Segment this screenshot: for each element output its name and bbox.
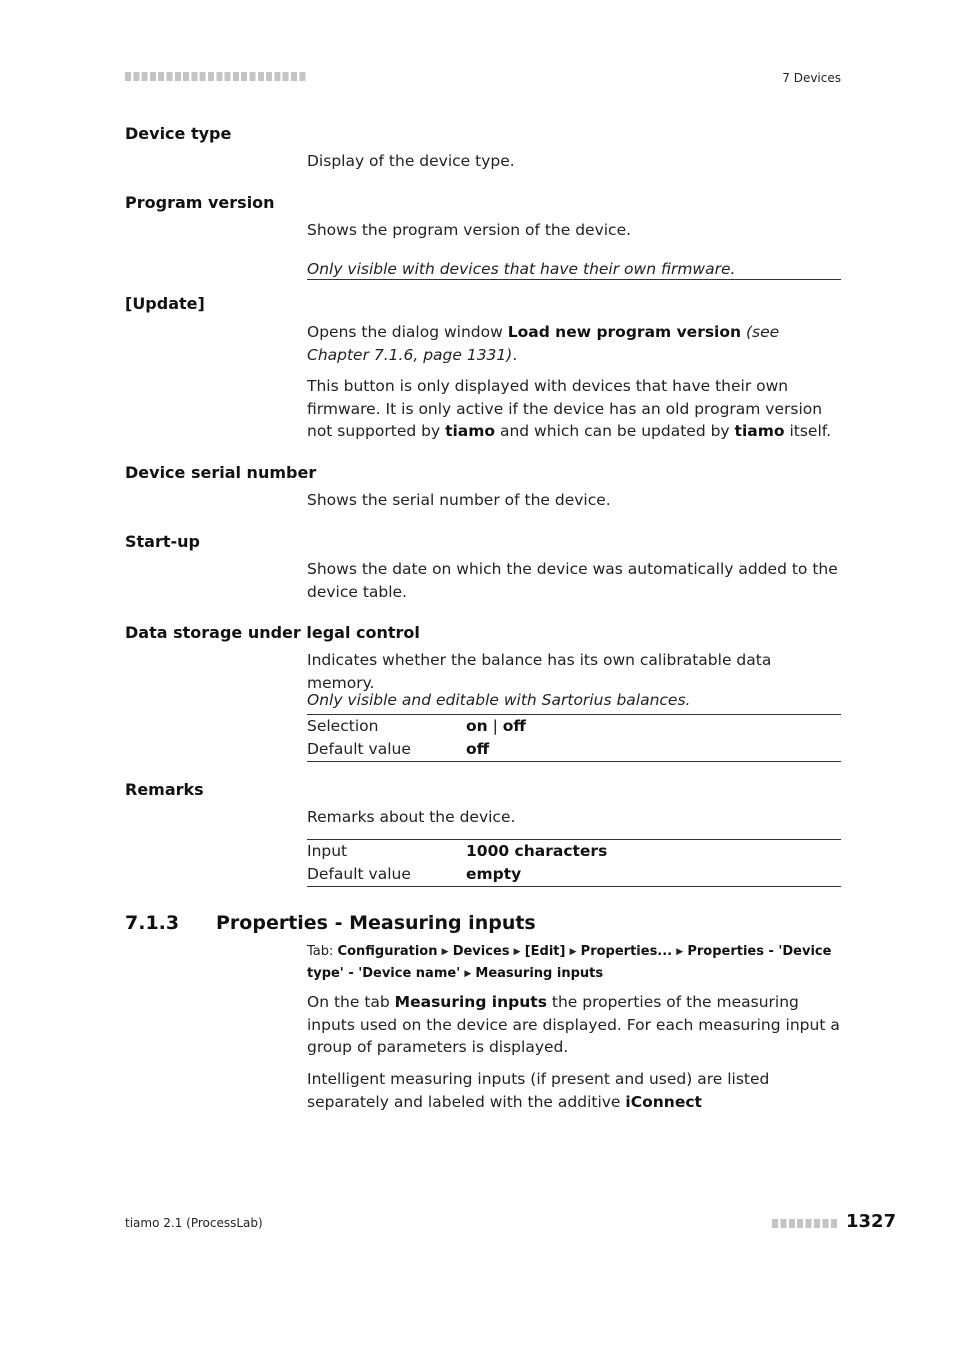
path-item: [Edit] — [524, 944, 566, 959]
section-paragraph-2: Intelligent measuring inputs (if present and used) are listed separately and labeled with the additive iConnect — [307, 1070, 770, 1111]
default-label: Default value — [307, 865, 411, 883]
header-decoration — [125, 72, 307, 81]
chapter-reference[interactable]: (see Chapter 7.1.6, page 1331) — [307, 323, 780, 364]
desc-update-p2: This button is only displayed with devices that have their own firmware. It is only active if the device has an old program version not supported by tiamo and which can be updated by tiamo itself. — [307, 377, 832, 440]
remarks-table — [307, 839, 841, 887]
section-paragraph-1: On the tab Measuring inputs the properties of the measuring inputs used on the device are displayed. For each measuring input a group of parameters is displayed. — [307, 993, 840, 1056]
term-device-type: Device type — [125, 124, 232, 143]
path-item: Properties... — [580, 944, 673, 959]
table-row — [307, 715, 841, 738]
path-item: Configuration — [337, 944, 438, 959]
path-item: Devices — [452, 944, 510, 959]
path-item: Properties - 'Device type' - 'Device name' — [307, 944, 832, 981]
page-number: 1327 — [846, 1211, 897, 1232]
section-number: 7.1.3 — [125, 912, 180, 934]
input-label: Input — [307, 842, 348, 860]
table-row — [307, 840, 841, 863]
desc-program-version: Shows the program version of the device. — [307, 221, 632, 239]
default-value: off — [466, 740, 490, 758]
footer-product: tiamo 2.1 (ProcessLab) — [125, 1216, 263, 1230]
term-update: [Update] — [125, 294, 205, 313]
note-legal-storage: Only visible and editable with Sartorius balances. — [307, 691, 691, 709]
selection-value: on | off — [466, 717, 526, 735]
tab-path: Tab: Configuration ▶ Devices ▶ [Edit] ▶ Properties... ▶ Properties - 'Device type' - 'Device name' ▶ Measuring inputs — [307, 944, 832, 981]
desc-remarks: Remarks about the device. — [307, 808, 516, 826]
term-program-version: Program version — [125, 193, 275, 212]
arrow-right-icon: ▶ — [464, 969, 472, 979]
note-program-version: Only visible with devices that have their own firmware. — [307, 260, 841, 280]
desc-startup: Shows the date on which the device was automatically added to the device table. — [307, 560, 838, 601]
desc-device-type: Display of the device type. — [307, 152, 515, 170]
term-remarks: Remarks — [125, 780, 204, 799]
default-label: Default value — [307, 740, 411, 758]
selection-label: Selection — [307, 717, 379, 735]
desc-update-p1: Opens the dialog window Load new program version (see Chapter 7.1.6, page 1331). — [307, 323, 780, 364]
header-chapter: 7 Devices — [782, 71, 841, 85]
arrow-right-icon: ▶ — [513, 947, 521, 957]
desc-legal-storage: Indicates whether the balance has its own calibratable data memory. — [307, 651, 772, 692]
input-value: 1000 characters — [466, 842, 608, 860]
legal-storage-table — [307, 714, 841, 762]
section-title: Properties - Measuring inputs — [216, 912, 536, 934]
term-startup: Start-up — [125, 532, 200, 551]
path-item: Measuring inputs — [475, 966, 604, 981]
footer-decoration — [772, 1219, 839, 1228]
table-row — [307, 738, 841, 761]
default-value: empty — [466, 865, 522, 883]
table-row — [307, 863, 841, 886]
term-serial-number: Device serial number — [125, 463, 317, 482]
arrow-right-icon: ▶ — [676, 947, 684, 957]
arrow-right-icon: ▶ — [441, 947, 449, 957]
arrow-right-icon: ▶ — [569, 947, 577, 957]
desc-serial-number: Shows the serial number of the device. — [307, 491, 611, 509]
term-legal-storage: Data storage under legal control — [125, 623, 420, 642]
